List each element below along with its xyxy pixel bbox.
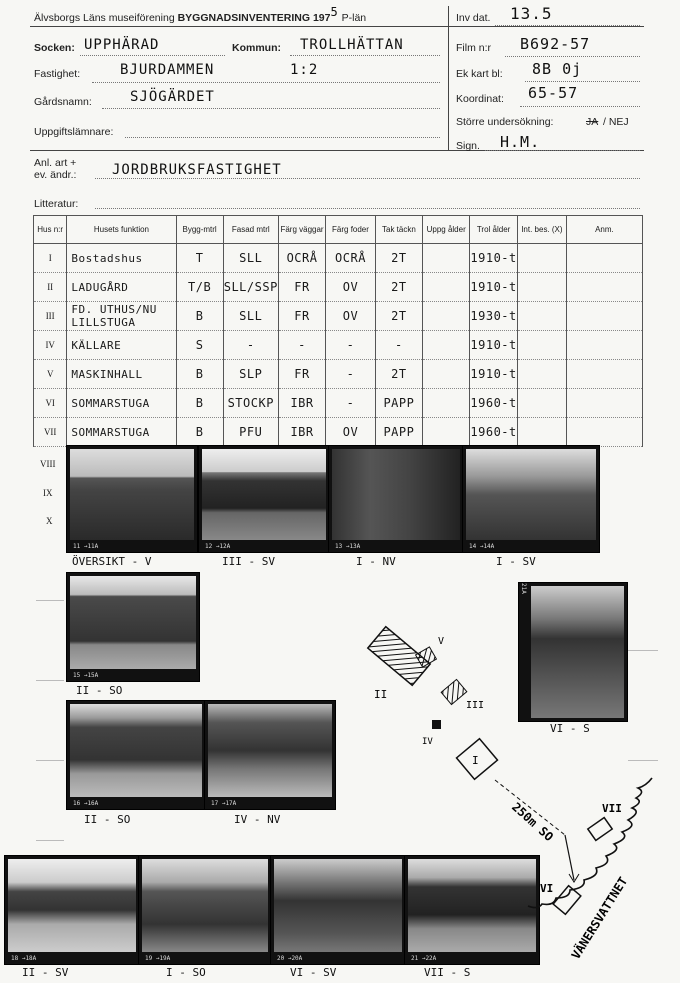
- koordinat-value: 65-57: [528, 84, 579, 102]
- cell-nr: IV: [34, 331, 67, 360]
- cell-foder: OV: [326, 302, 375, 331]
- cell-fasad: SLL: [223, 302, 278, 331]
- litteratur-label: Litteratur:: [34, 198, 79, 210]
- cell-tak: PAPP: [375, 418, 422, 447]
- cell-funk: LADUGÅRD: [67, 273, 176, 302]
- cell-foder: OV: [326, 418, 375, 447]
- photo-21: 21A: [518, 582, 628, 722]
- cell-vagg: OCRÅ: [278, 244, 325, 273]
- photo-11: 11 →11A: [66, 445, 198, 553]
- cell-foder: -: [326, 360, 375, 389]
- cell-anm: [566, 302, 642, 331]
- anl-label-1: Anl. art +: [34, 157, 77, 169]
- caption-photo-15: II - SO: [76, 684, 123, 697]
- row-label-ix: IX: [43, 488, 53, 498]
- photo-16: 16 →16A: [66, 700, 206, 810]
- photo-17: 17 →17A: [204, 700, 336, 810]
- cell-vagg: FR: [278, 302, 325, 331]
- col-fasad: Fasad mtrl: [223, 216, 278, 244]
- gardsnamn-label: Gårdsnamn:: [34, 96, 92, 108]
- table-row: [34, 331, 643, 360]
- site-sketch: [340, 620, 680, 980]
- building-iii: [441, 679, 484, 711]
- photo-12: 12 →12A: [198, 445, 330, 553]
- cell-uppg: [423, 244, 470, 273]
- caption-photo-13: I - NV: [356, 555, 396, 568]
- distance-label: 250m SO: [509, 799, 557, 845]
- photo-22: 21 →22A: [404, 855, 540, 965]
- ek-kart-label: Ek kart bl:: [456, 68, 503, 80]
- ja-option: JA: [586, 116, 599, 128]
- cell-vagg: FR: [278, 360, 325, 389]
- sign-value: H.M.: [500, 133, 541, 151]
- cell-tak: PAPP: [375, 389, 422, 418]
- cell-bygg: T: [176, 244, 223, 273]
- svg-text:VI: VI: [540, 882, 554, 895]
- socken-label: Socken:: [34, 42, 75, 54]
- col-bygg: Bygg-mtrl: [176, 216, 223, 244]
- caption-photo-14: I - SV: [496, 555, 536, 568]
- caption-photo-17: IV - NV: [234, 813, 281, 826]
- sign-label: Sign.: [456, 140, 480, 152]
- cell-funk: MASKINHALL: [67, 360, 176, 389]
- cell-fasad: -: [223, 331, 278, 360]
- storre-label: Större undersökning:: [456, 116, 554, 128]
- cell-int-bes: [517, 360, 566, 389]
- cell-funk: SOMMARSTUGA: [67, 418, 176, 447]
- cell-anm: [566, 273, 642, 302]
- uppgift-label: Uppgiftslämnare:: [34, 126, 114, 138]
- cell-nr: I: [34, 244, 67, 273]
- building-v: [416, 636, 444, 667]
- cell-bygg: B: [176, 302, 223, 331]
- svg-text:I: I: [472, 754, 479, 767]
- cell-bygg: B: [176, 360, 223, 389]
- form-org: [34, 5, 367, 24]
- cell-nr: V: [34, 360, 67, 389]
- cell-tak: 2T: [375, 244, 422, 273]
- cell-nr: VII: [34, 418, 67, 447]
- cell-trol: 1910-t: [470, 273, 518, 302]
- cell-anm: [566, 244, 642, 273]
- form-title: BYGGNADSINVENTERING 197: [177, 12, 331, 24]
- cell-uppg: [423, 389, 470, 418]
- cell-int-bes: [517, 331, 566, 360]
- cell-bygg: B: [176, 418, 223, 447]
- svg-text:VII: VII: [602, 802, 622, 815]
- cell-anm: [566, 389, 642, 418]
- row-label-viii: VIII: [40, 459, 56, 469]
- lake-label: VÄNERSVATTNET: [568, 874, 631, 962]
- cell-uppg: [423, 302, 470, 331]
- cell-trol: 1960-t: [470, 389, 518, 418]
- film-value: B692-57: [520, 35, 591, 53]
- caption-photo-19: I - SO: [166, 966, 206, 979]
- cell-nr: III: [34, 302, 67, 331]
- koordinat-label: Koordinat:: [456, 93, 504, 105]
- cell-uppg: [423, 273, 470, 302]
- cell-vagg: IBR: [278, 389, 325, 418]
- caption-photo-22: VII - S: [424, 966, 471, 979]
- film-label: Film n:r: [456, 42, 491, 54]
- cell-fasad: SLL: [223, 244, 278, 273]
- building-iv: [422, 720, 441, 747]
- table-header-row: [34, 216, 643, 244]
- svg-text:III: III: [466, 700, 485, 711]
- cell-tak: 2T: [375, 302, 422, 331]
- kommun-value: TROLLHÄTTAN: [300, 37, 404, 53]
- building-table: [33, 215, 643, 447]
- caption-photo-16: II - SO: [84, 813, 131, 826]
- anl-label-2: ev. ändr.:: [34, 169, 77, 181]
- fastighet-value: BJURDAMMEN: [120, 62, 215, 78]
- svg-text:II: II: [374, 688, 388, 701]
- cell-int-bes: [517, 302, 566, 331]
- cell-bygg: T/B: [176, 273, 223, 302]
- building-i: [457, 739, 498, 780]
- cell-uppg: [423, 360, 470, 389]
- cell-nr: II: [34, 273, 67, 302]
- caption-photo-20: VI - SV: [290, 966, 337, 979]
- photo-19: 19 →19A: [138, 855, 272, 965]
- col-funktion: Husets funktion: [67, 216, 176, 244]
- cell-uppg: [423, 418, 470, 447]
- table-row: [34, 273, 643, 302]
- cell-int-bes: [517, 273, 566, 302]
- cell-vagg: -: [278, 331, 325, 360]
- cell-foder: OV: [326, 273, 375, 302]
- cell-bygg: B: [176, 389, 223, 418]
- kommun-label: Kommun:: [232, 42, 281, 54]
- photo-18: 18 →18A: [4, 855, 140, 965]
- cell-foder: -: [326, 389, 375, 418]
- caption-photo-12: III - SV: [222, 555, 275, 568]
- cell-funk: KÄLLARE: [67, 331, 176, 360]
- org-name: Älvsborgs Läns museiförening: [34, 12, 175, 24]
- inv-label: Inv dat.: [456, 12, 491, 24]
- cell-tak: -: [375, 331, 422, 360]
- nej-option: / NEJ: [603, 116, 629, 128]
- cell-trol: 1910-t: [470, 244, 518, 273]
- cell-anm: [566, 418, 642, 447]
- cell-anm: [566, 331, 642, 360]
- cell-trol: 1910-t: [470, 360, 518, 389]
- cell-fasad: SLP: [223, 360, 278, 389]
- table-row: [34, 389, 643, 418]
- svg-text:V: V: [438, 636, 445, 647]
- cell-foder: -: [326, 331, 375, 360]
- building-vii: [588, 802, 622, 840]
- ek-kart-value: 8B 0j: [532, 60, 583, 78]
- cell-fasad: STOCKP: [223, 389, 278, 418]
- cell-nr: VI: [34, 389, 67, 418]
- year-digit: 5: [330, 5, 339, 19]
- row-label-x: X: [46, 516, 53, 526]
- fastighet-number: 1:2: [290, 62, 319, 78]
- col-tak: Tak täckn: [375, 216, 422, 244]
- cell-fasad: PFU: [223, 418, 278, 447]
- form-suffix: P-län: [341, 12, 367, 24]
- cell-int-bes: [517, 244, 566, 273]
- cell-funk: FD. UTHUS/NU LILLSTUGA: [67, 302, 176, 331]
- col-trol-alder: Trol ålder: [470, 216, 518, 244]
- col-hus-nr: Hus n:r: [34, 216, 67, 244]
- inv-value: 13.5: [510, 4, 553, 23]
- photo-14: 14 →14A: [462, 445, 600, 553]
- caption-photo-18: II - SV: [22, 966, 69, 979]
- table-row: [34, 360, 643, 389]
- cell-fasad: SLL/SSP: [223, 273, 278, 302]
- cell-int-bes: [517, 418, 566, 447]
- cell-trol: 1910-t: [470, 331, 518, 360]
- col-int-bes: Int. bes. (X): [517, 216, 566, 244]
- photo-20: 20 →20A: [270, 855, 406, 965]
- cell-funk: Bostadshus: [67, 244, 176, 273]
- cell-vagg: FR: [278, 273, 325, 302]
- cell-tak: 2T: [375, 360, 422, 389]
- socken-value: UPPHÄRAD: [84, 37, 160, 53]
- col-uppg-alder: Uppg ålder: [423, 216, 470, 244]
- table-row: [34, 302, 643, 331]
- caption-photo-21: VI - S: [550, 722, 590, 735]
- cell-uppg: [423, 331, 470, 360]
- anl-value: JORDBRUKSFASTIGHET: [112, 162, 282, 178]
- cell-trol: 1930-t: [470, 302, 518, 331]
- cell-funk: SOMMARSTUGA: [67, 389, 176, 418]
- table-row: [34, 418, 643, 447]
- cell-anm: [566, 360, 642, 389]
- cell-int-bes: [517, 389, 566, 418]
- cell-tak: 2T: [375, 273, 422, 302]
- photo-15: 15 →15A: [66, 572, 200, 682]
- cell-trol: 1960-t: [470, 418, 518, 447]
- col-anm: Anm.: [566, 216, 642, 244]
- fastighet-label: Fastighet:: [34, 68, 81, 80]
- svg-text:IV: IV: [422, 737, 433, 747]
- cell-foder: OCRÅ: [326, 244, 375, 273]
- cell-vagg: IBR: [278, 418, 325, 447]
- gardsnamn-value: SJÖGÄRDET: [130, 89, 215, 105]
- cell-bygg: S: [176, 331, 223, 360]
- photo-13: 13 →13A: [328, 445, 464, 553]
- caption-photo-11: ÖVERSIKT - V: [72, 555, 152, 568]
- col-farg-foder: Färg foder: [326, 216, 375, 244]
- col-farg-vaggar: Färg väggar: [278, 216, 325, 244]
- table-row: [34, 244, 643, 273]
